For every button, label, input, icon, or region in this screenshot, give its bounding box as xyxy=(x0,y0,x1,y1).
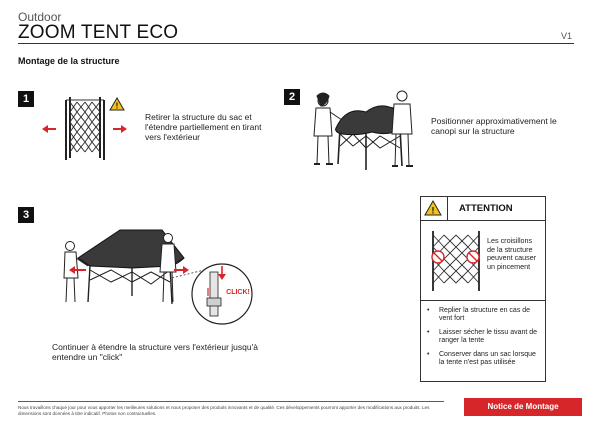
tip-text: Replier la structure en cas de vent fort xyxy=(439,307,531,323)
step-2-canopy-illustration xyxy=(308,84,420,176)
header-divider xyxy=(18,43,574,44)
document-type-badge: Notice de Montage xyxy=(464,398,582,416)
svg-text:!: ! xyxy=(431,205,435,216)
attention-box xyxy=(420,196,546,382)
step-1-text: Retirer la structure du sac et l'étendre partiellement en tirant vers l'extérieur xyxy=(145,112,262,142)
header-divider-line xyxy=(447,197,448,220)
person-right xyxy=(160,234,176,303)
attention-tips-list xyxy=(427,307,543,372)
no-hand-icon xyxy=(467,251,479,263)
attention-header xyxy=(421,197,545,221)
arrow-right-icon xyxy=(113,125,127,133)
svg-text:!: ! xyxy=(115,101,119,111)
pinch-warning-illustration xyxy=(429,227,485,295)
step-1-number: 1 xyxy=(18,91,34,107)
step-3-number: 3 xyxy=(18,207,34,223)
arrow-left-icon xyxy=(42,125,56,133)
arrow-right-icon xyxy=(174,266,189,274)
step-1-frame-illustration xyxy=(40,92,140,172)
step-2-number: 2 xyxy=(284,89,300,105)
step-3-text: Continuer à étendre la structure vers l'extérieur jusqu'à entendre un "click" xyxy=(52,342,258,362)
section-title: Montage de la structure xyxy=(18,56,120,66)
click-detail-zoom xyxy=(192,264,252,324)
version-label: V1 xyxy=(560,31,572,41)
list-item: • Conserver dans un sac lorsque la tente n'est pas utilisée xyxy=(427,350,536,367)
attention-title: ATTENTION xyxy=(459,203,513,214)
person-left xyxy=(64,242,88,303)
tip-text: Conserver dans un sac lorsque la tente n'est pas utilisée xyxy=(439,350,536,367)
tip-text: Laisser sécher le tissu avant de ranger la tente xyxy=(439,328,538,345)
footer-disclaimer: Nous travaillons chaque jour pour vous apporter les meilleures solutions et nous proposer des produits innovants et de qualité. Ces développements pourront apporter des modifications aux produits. Les dimensions sont données à titre indicatif. Photos non contractuelles. xyxy=(18,405,430,416)
attention-separator xyxy=(421,300,545,301)
product-title: ZOOM TENT ECO xyxy=(18,22,179,43)
step-2-text: Positionner approximativement le canopi sur la structure xyxy=(431,116,557,136)
no-hand-icon xyxy=(432,251,444,263)
click-label: CLICK! xyxy=(226,289,250,296)
warning-triangle-icon xyxy=(424,200,442,216)
list-item: • Laisser sécher le tissu avant de ranger la tente xyxy=(427,328,538,345)
list-item: • Replier la structure en cas de vent fort xyxy=(427,307,531,323)
footer-divider xyxy=(18,401,444,402)
brand-label: Outdoor xyxy=(18,10,62,24)
warning-triangle-icon xyxy=(109,97,125,111)
step-3-expand-illustration xyxy=(62,222,254,322)
pinch-warning-text: Les croisillons de la structure peuvent causer un pincement xyxy=(487,236,537,271)
